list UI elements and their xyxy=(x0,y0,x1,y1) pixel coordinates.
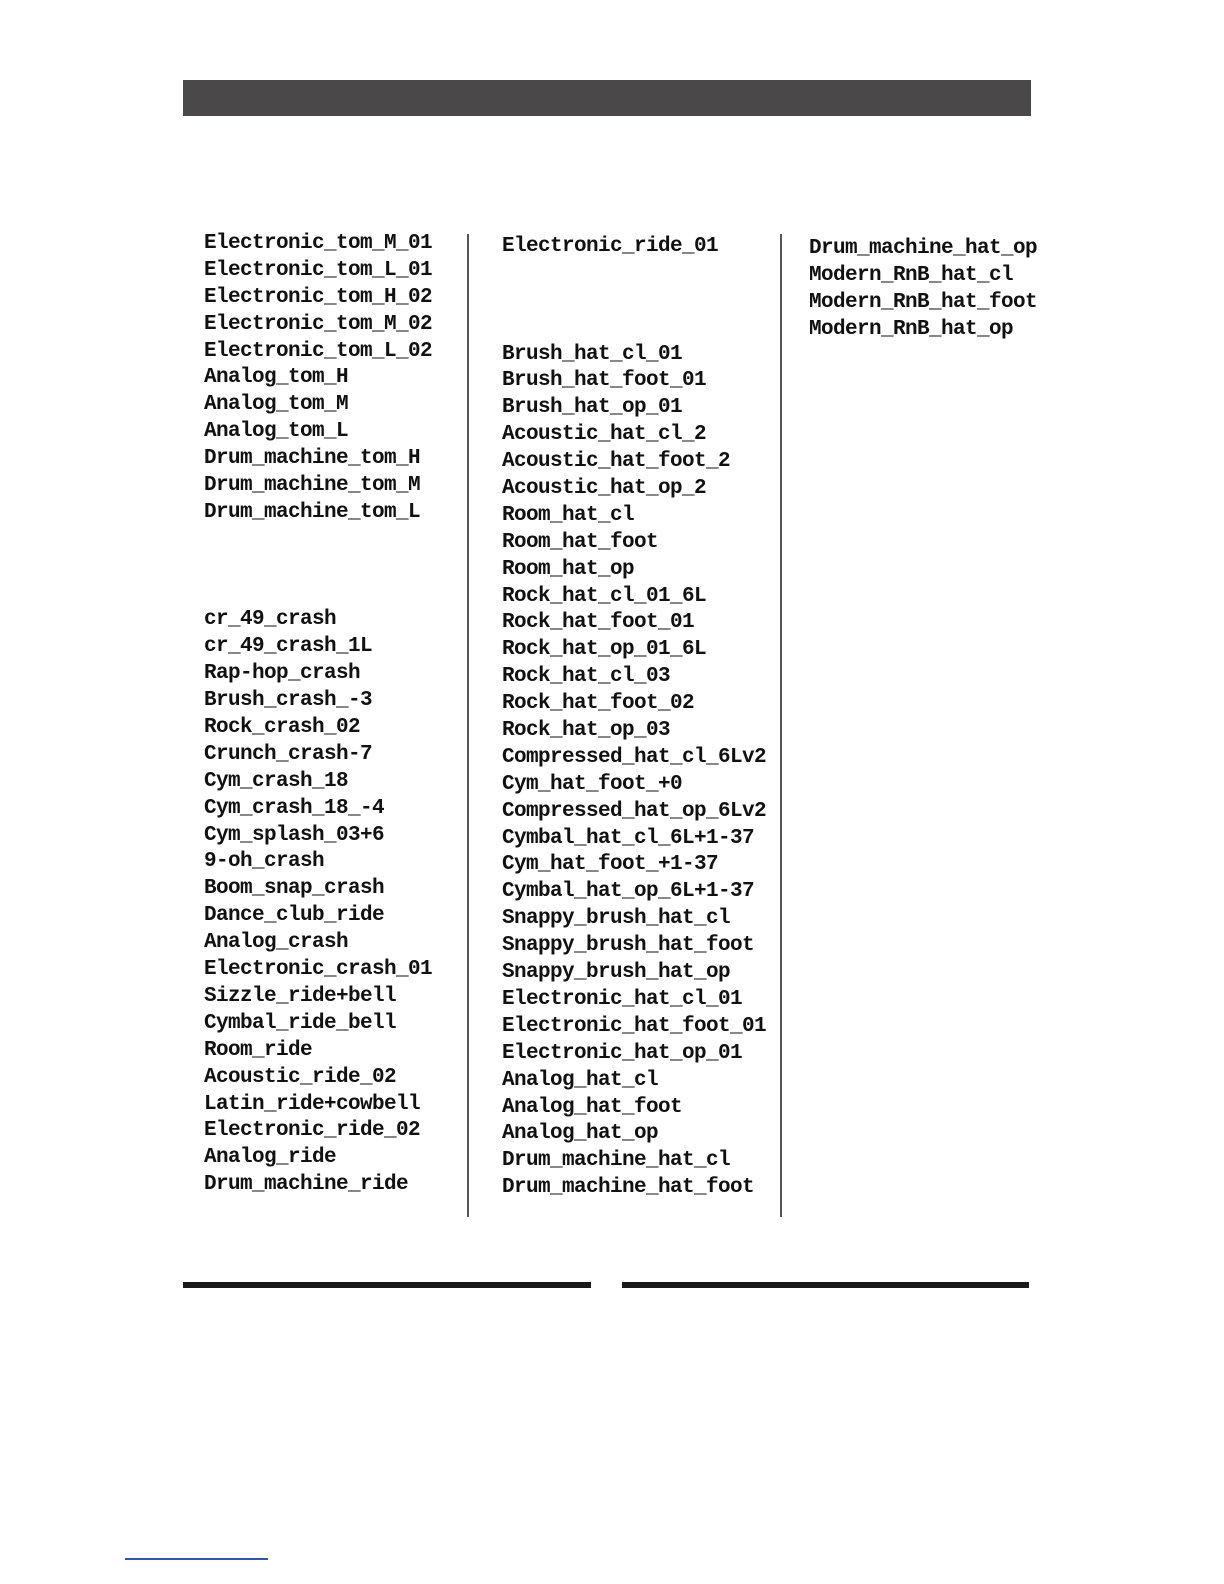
list-item: Brush_hat_cl_01 xyxy=(502,342,683,366)
footer-rule-right xyxy=(622,1282,1029,1288)
list-item: Rock_hat_op_01_6L xyxy=(502,638,707,662)
list-item: Analog_tom_H xyxy=(204,366,349,390)
list-item: Analog_tom_L xyxy=(204,420,349,444)
list-item: Cymbal_ride_bell xyxy=(204,1011,397,1035)
list-item: Drum_machine_hat_foot xyxy=(502,1176,755,1200)
list-item: Analog_hat_cl xyxy=(502,1068,659,1092)
list-item: Analog_hat_op xyxy=(502,1122,659,1146)
list-spacer xyxy=(502,288,766,315)
list-item: Cymbal_hat_cl_6L+1-37 xyxy=(502,826,755,850)
list-item: Sizzle_ride+bell xyxy=(204,984,397,1008)
list-item: Rock_hat_foot_01 xyxy=(502,611,695,635)
list-item: Dance_club_ride xyxy=(204,904,385,928)
list-spacer xyxy=(204,581,432,608)
list-item: Electronic_ride_02 xyxy=(204,1119,421,1143)
list-item: Electronic_tom_H_02 xyxy=(204,285,433,309)
list-item: Electronic_hat_cl_01 xyxy=(502,987,743,1011)
list-item: Brush_crash_-3 xyxy=(204,689,373,713)
link-underline xyxy=(125,1558,268,1560)
column-1-list xyxy=(204,231,432,1199)
header-bar xyxy=(183,80,1031,116)
list-item: Electronic_hat_foot_01 xyxy=(502,1014,767,1038)
list-spacer xyxy=(204,527,432,554)
list-item: Acoustic_ride_02 xyxy=(204,1065,397,1089)
list-item: Electronic_tom_L_01 xyxy=(204,258,433,282)
list-item: Electronic_tom_L_02 xyxy=(204,339,433,363)
list-item: Drum_machine_hat_op xyxy=(809,237,1038,260)
list-item: Analog_tom_M xyxy=(204,393,349,417)
list-item: Brush_hat_foot_01 xyxy=(502,369,707,393)
list-item: cr_49_crash_1L xyxy=(204,635,373,659)
list-item: Cym_hat_foot_+0 xyxy=(502,772,683,796)
list-item: Cym_crash_18 xyxy=(204,769,349,793)
list-item: Drum_machine_tom_H xyxy=(204,447,421,471)
column-divider xyxy=(780,234,782,1217)
list-item: Rock_hat_cl_03 xyxy=(502,665,671,689)
list-item: Cymbal_hat_op_6L+1-37 xyxy=(502,880,755,904)
list-item: Drum_machine_ride xyxy=(204,1173,409,1197)
list-item: Room_ride xyxy=(204,1038,313,1062)
list-item: Rock_hat_foot_02 xyxy=(502,692,695,716)
list-item: Acoustic_hat_foot_2 xyxy=(502,450,731,474)
list-item: Modern_RnB_hat_foot xyxy=(809,290,1038,314)
list-item: Acoustic_hat_op_2 xyxy=(502,477,707,501)
list-item: Snappy_brush_hat_cl xyxy=(502,907,731,931)
list-item: Room_hat_foot xyxy=(502,530,659,554)
list-item: Rock_hat_cl_01_6L xyxy=(502,584,707,608)
list-item: Acoustic_hat_cl_2 xyxy=(502,423,707,447)
list-item: Cym_splash_03+6 xyxy=(204,823,385,847)
list-item: Crunch_crash-7 xyxy=(204,742,373,766)
list-spacer xyxy=(502,261,766,288)
list-item: 9-oh_crash xyxy=(204,850,325,874)
list-item: Drum_machine_hat_cl xyxy=(502,1149,731,1173)
list-item: Rock_hat_op_03 xyxy=(502,719,671,743)
list-item: Cym_hat_foot_+1-37 xyxy=(502,853,719,877)
column-2-list xyxy=(502,234,766,1202)
list-item: Electronic_crash_01 xyxy=(204,958,433,982)
list-spacer xyxy=(204,554,432,581)
list-item: Cym_crash_18_-4 xyxy=(204,796,385,820)
list-item: Modern_RnB_hat_cl xyxy=(809,263,1014,287)
list-item: Rock_crash_02 xyxy=(204,716,361,740)
list-item: Analog_ride xyxy=(204,1146,337,1170)
list-item: cr_49_crash xyxy=(204,608,337,632)
list-item: Electronic_tom_M_02 xyxy=(204,312,433,336)
list-item: Brush_hat_op_01 xyxy=(502,396,683,420)
list-item: Drum_machine_tom_M xyxy=(204,474,421,498)
list-item: Room_hat_cl xyxy=(502,503,635,527)
list-item: Electronic_ride_01 xyxy=(502,235,719,258)
column-divider xyxy=(467,234,469,1217)
list-item: Snappy_brush_hat_op xyxy=(502,961,731,985)
list-item: Electronic_tom_M_01 xyxy=(204,232,433,255)
list-item: Modern_RnB_hat_op xyxy=(809,317,1014,341)
list-spacer xyxy=(502,315,766,342)
list-item: Drum_machine_tom_L xyxy=(204,500,421,524)
footer-rule-left xyxy=(183,1282,591,1288)
list-item: Analog_hat_foot xyxy=(502,1095,683,1119)
list-item: Compressed_hat_op_6Lv2 xyxy=(502,799,767,823)
list-item: Electronic_hat_op_01 xyxy=(502,1041,743,1065)
list-item: Boom_snap_crash xyxy=(204,877,385,901)
list-item: Room_hat_op xyxy=(502,557,635,581)
list-item: Analog_crash xyxy=(204,931,349,955)
list-item: Rap-hop_crash xyxy=(204,662,361,686)
column-3-list xyxy=(809,236,1037,344)
list-item: Latin_ride+cowbell xyxy=(204,1092,421,1116)
list-item: Snappy_brush_hat_foot xyxy=(502,934,755,958)
list-item: Compressed_hat_cl_6Lv2 xyxy=(502,745,767,769)
